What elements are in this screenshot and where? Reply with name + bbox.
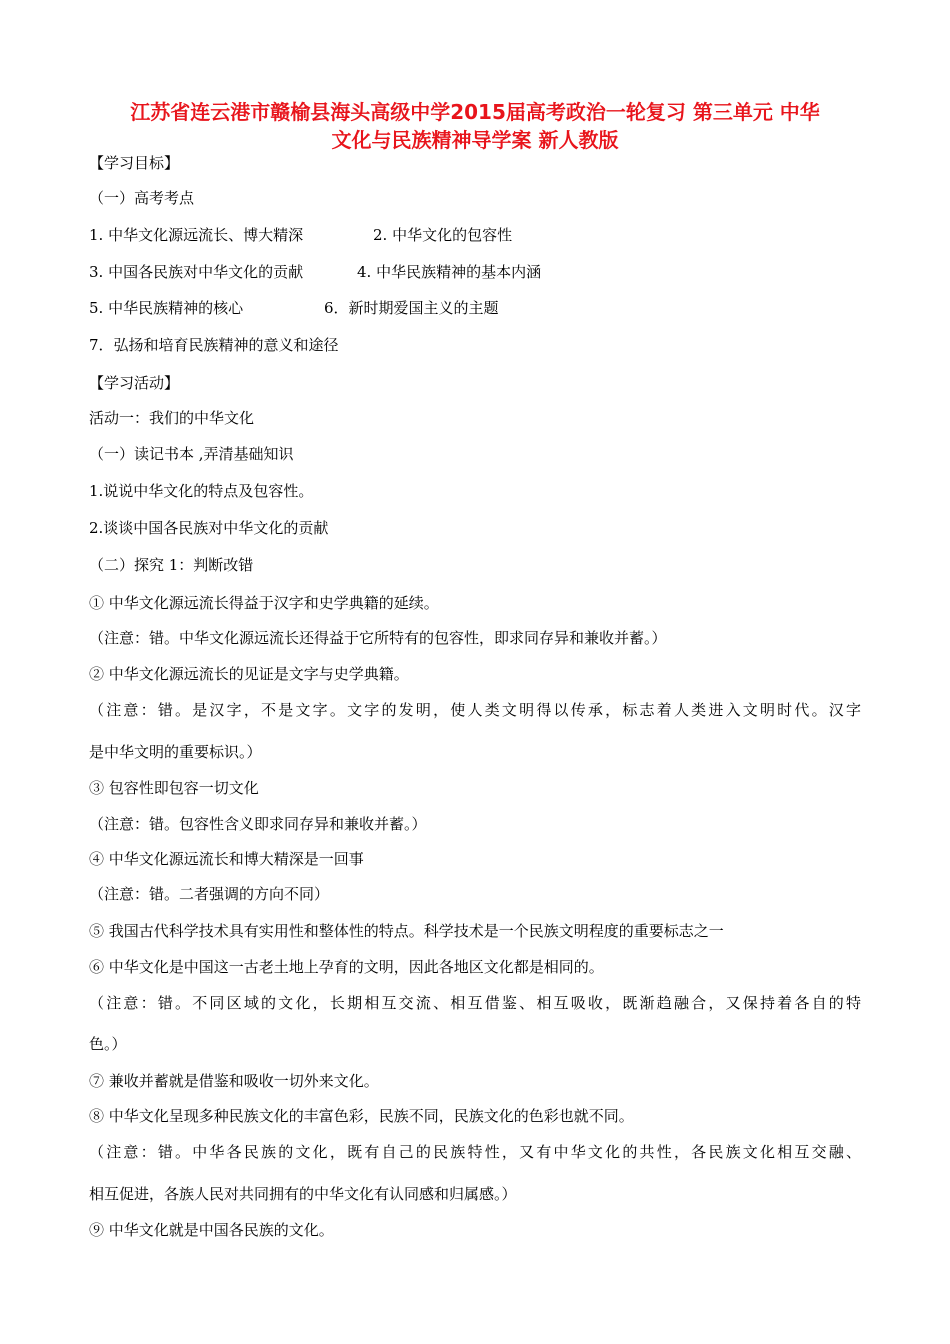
exam-point-3: 3. 中国各民族对中华文化的贡献 — [89, 263, 304, 281]
note-8-line-1: （注意：错。中华各民族的文化，既有自己的民族特性，又有中华文化的共性，各民族文化相互交融、 — [89, 1143, 864, 1161]
statement-3: ③ 包容性即包容一切文化 — [89, 779, 259, 797]
activity-one-title: 活动一：我们的中华文化 — [89, 409, 255, 427]
note-3: （注意：错。包容性含义即求同存异和兼收并蓄。） — [89, 815, 427, 833]
statement-4: ④ 中华文化源远流长和博大精深是一回事 — [89, 850, 364, 868]
document-title-line-2: 文化与民族精神导学案 新人教版 — [331, 128, 619, 152]
statement-2: ② 中华文化源远流长的见证是文字与史学典籍。 — [89, 665, 409, 683]
note-2-line-2: 是中华文明的重要标识。） — [89, 743, 262, 761]
exam-point-6: 6．新时期爱国主义的主题 — [324, 299, 499, 317]
read-item-1: 1.说说中华文化的特点及包容性。 — [89, 482, 314, 500]
statement-5: ⑤ 我国古代科学技术具有实用性和整体性的特点。科学技术是一个民族文明程度的重要标志之一 — [89, 922, 724, 940]
exam-point-5: 5. 中华民族精神的核心 — [89, 299, 244, 317]
note-6-line-1: （注意：错。不同区域的文化，长期相互交流、相互借鉴、相互吸收，既渐趋融合，又保持着各自的特 — [89, 994, 864, 1012]
document-title-line-1: 江苏省连云港市赣榆县海头高级中学2015届高考政治一轮复习 第三单元 中华 — [130, 100, 820, 124]
note-8-line-2: 相互促进，各族人民对共同拥有的中华文化有认同感和归属感。） — [89, 1185, 517, 1203]
read-item-2: 2.谈谈中国各民族对中华文化的贡献 — [89, 519, 329, 537]
note-2-line-1: （注意：错。是汉字，不是文字。文字的发明，使人类文明得以传承，标志着人类进入文明时代。汉字 — [89, 701, 864, 719]
statement-8: ⑧ 中华文化呈现多种民族文化的丰富色彩，民族不同，民族文化的色彩也就不同。 — [89, 1107, 634, 1125]
note-1: （注意：错。中华文化源远流长还得益于它所特有的包容性，即求同存异和兼收并蓄。） — [89, 629, 667, 647]
statement-7: ⑦ 兼收并蓄就是借鉴和吸收一切外来文化。 — [89, 1072, 379, 1090]
statement-1: ① 中华文化源远流长得益于汉字和史学典籍的延续。 — [89, 594, 439, 612]
exam-point-1: 1. 中华文化源远流长、博大精深 — [89, 226, 304, 244]
exam-points-subheading: （一）高考考点 — [89, 189, 195, 207]
exam-point-7: 7．弘扬和培育民族精神的意义和途径 — [89, 336, 339, 354]
objectives-heading: 【学习目标】 — [89, 154, 180, 172]
read-book-heading: （一）读记书本 ,弄清基础知识 — [89, 445, 294, 463]
note-4: （注意：错。二者强调的方向不同） — [89, 885, 330, 903]
activities-heading: 【学习活动】 — [89, 374, 180, 392]
explore-heading: （二）探究 1：判断改错 — [89, 556, 254, 574]
statement-6: ⑥ 中华文化是中国这一古老土地上孕育的文明，因此各地区文化都是相同的。 — [89, 958, 604, 976]
note-6-line-2: 色。） — [89, 1035, 127, 1053]
exam-point-2: 2. 中华文化的包容性 — [373, 226, 513, 244]
statement-9: ⑨ 中华文化就是中国各民族的文化。 — [89, 1221, 334, 1239]
exam-point-4: 4. 中华民族精神的基本内涵 — [357, 263, 542, 281]
